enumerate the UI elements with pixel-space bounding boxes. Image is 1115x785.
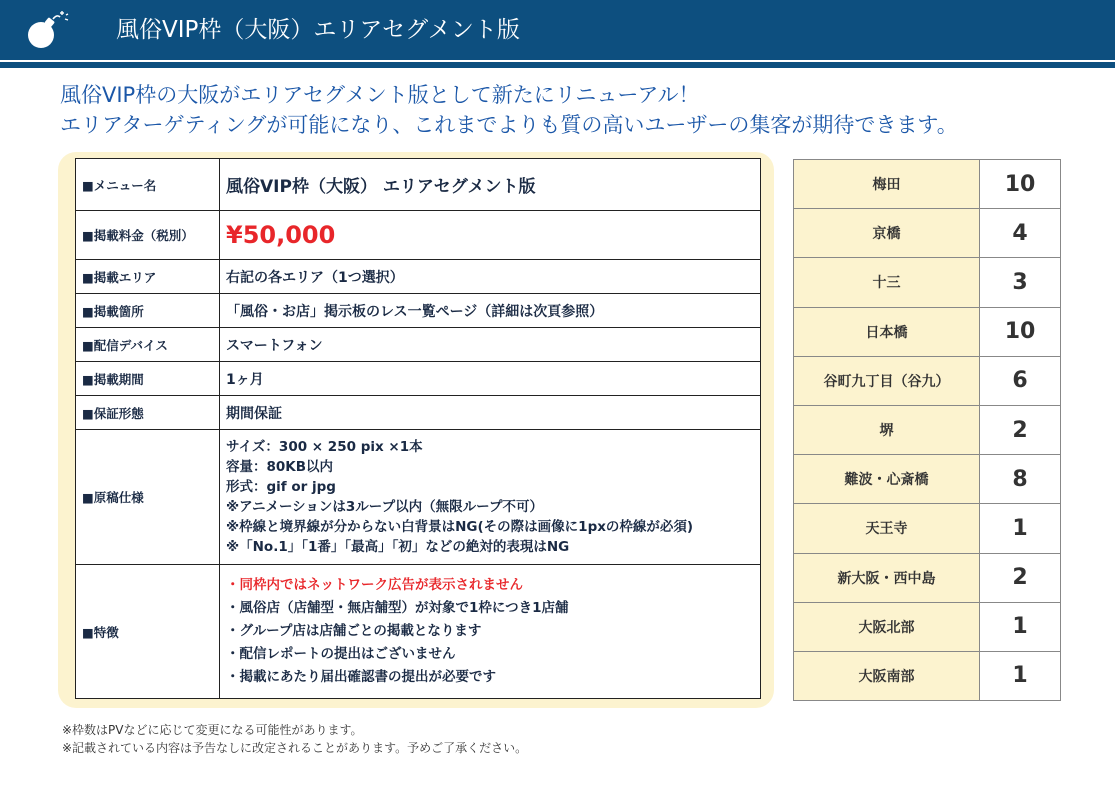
area-name: 難波・心斎橋 [794,455,980,504]
device-value: スマートフォン [220,328,761,362]
area-name: 十三 [794,258,980,307]
features-label: ■特徴 [76,565,220,699]
area-count: 10 [980,307,1061,356]
area-count: 2 [980,405,1061,454]
page-title: 風俗VIP枠（大阪）エリアセグメント版 [116,17,520,43]
area-name: 谷町九丁目（谷九） [794,356,980,405]
table-row [76,362,761,396]
header-divider [0,62,1115,68]
area-name: 大阪南部 [794,651,980,700]
area-row [794,356,1061,405]
area-table [793,159,1061,701]
table-row [76,565,761,699]
area-name: 日本橋 [794,307,980,356]
area-count: 1 [980,651,1061,700]
feature-item: ・配信レポートの提出はございません [226,646,456,662]
area-name: 新大阪・西中島 [794,553,980,602]
area-count: 10 [980,160,1061,209]
period-value: 1ヶ月 [220,362,761,396]
price-label: ■掲載料金（税別） [76,211,220,260]
area-row [794,504,1061,553]
menu-name-label: ■メニュー名 [76,159,220,211]
area-row [794,602,1061,651]
footnotes [62,721,527,757]
area-name: 堺 [794,405,980,454]
footnote: ※記載されている内容は予告なしに改定されることがあります。予めご了承ください。 [62,741,528,755]
area-count: 3 [980,258,1061,307]
location-value: 「風俗・お店」掲示板のレス一覧ページ（詳細は次頁参照） [220,294,761,328]
area-row [794,553,1061,602]
area-count: 8 [980,455,1061,504]
feature-item: ・掲載にあたり届出確認書の提出が必要です [226,669,496,685]
table-row [76,294,761,328]
guarantee-label: ■保証形態 [76,396,220,430]
area-name: 大阪北部 [794,602,980,651]
table-row [76,430,761,565]
table-row [76,396,761,430]
guarantee-value: 期間保証 [220,396,761,430]
area-name: 天王寺 [794,504,980,553]
area-row [794,307,1061,356]
intro-line-2: エリアターゲティングが可能になり、これまでよりも質の高いユーザーの集客が期待できます。 [60,113,958,137]
area-row [794,209,1061,258]
footnote: ※枠数はPVなどに応じて変更になる可能性があります。 [62,723,363,737]
area-count: 6 [980,356,1061,405]
device-label: ■配信デバイス [76,328,220,362]
area-count: 2 [980,553,1061,602]
manuscript-line: 容量：80KB以内 [226,459,334,475]
table-row [76,211,761,260]
area-row [794,651,1061,700]
manuscript-line: ※「No.1」「1番」「最高」「初」などの絶対的表現はNG [226,539,570,555]
period-label: ■掲載期間 [76,362,220,396]
area-row [794,405,1061,454]
menu-name-value: 風俗VIP枠（大阪） エリアセグメント版 [220,159,761,211]
area-row [794,455,1061,504]
area-count: 1 [980,602,1061,651]
area-count: 1 [980,504,1061,553]
area-row [794,160,1061,209]
manuscript-line: サイズ：300 × 250 pix ×1本 [226,439,423,455]
feature-item: ・風俗店（店舗型・無店舗型）が対象で1枠につき1店舗 [226,600,569,616]
feature-item: ・同枠内ではネットワーク広告が表示されません [226,577,523,593]
manuscript-line: ※アニメーションは3ループ以内（無限ループ不可） [226,499,543,515]
table-row [76,260,761,294]
feature-item: ・グループ店は店舗ごとの掲載となります [226,623,482,639]
intro-line-1: 風俗VIP枠の大阪がエリアセグメント版として新たにリニューアル！ [60,83,700,107]
manuscript-value [220,430,761,565]
price-value: ¥50,000 [220,211,761,260]
area-row [794,258,1061,307]
location-label: ■掲載箇所 [76,294,220,328]
manuscript-line: 形式：gif or jpg [226,479,336,495]
area-name: 梅田 [794,160,980,209]
features-value [220,565,761,699]
area-name: 京橋 [794,209,980,258]
bomb-icon [22,8,70,52]
spec-table [75,158,761,699]
area-value: 右記の各エリア（1つ選択） [220,260,761,294]
area-count: 4 [980,209,1061,258]
manuscript-label: ■原稿仕様 [76,430,220,565]
manuscript-line: ※枠線と境界線が分からない白背景はNG(その際は画像に1pxの枠線が必須) [226,519,694,535]
header-bar [0,0,1115,60]
intro-text [60,80,958,140]
area-label: ■掲載エリア [76,260,220,294]
table-row [76,159,761,211]
table-row [76,328,761,362]
